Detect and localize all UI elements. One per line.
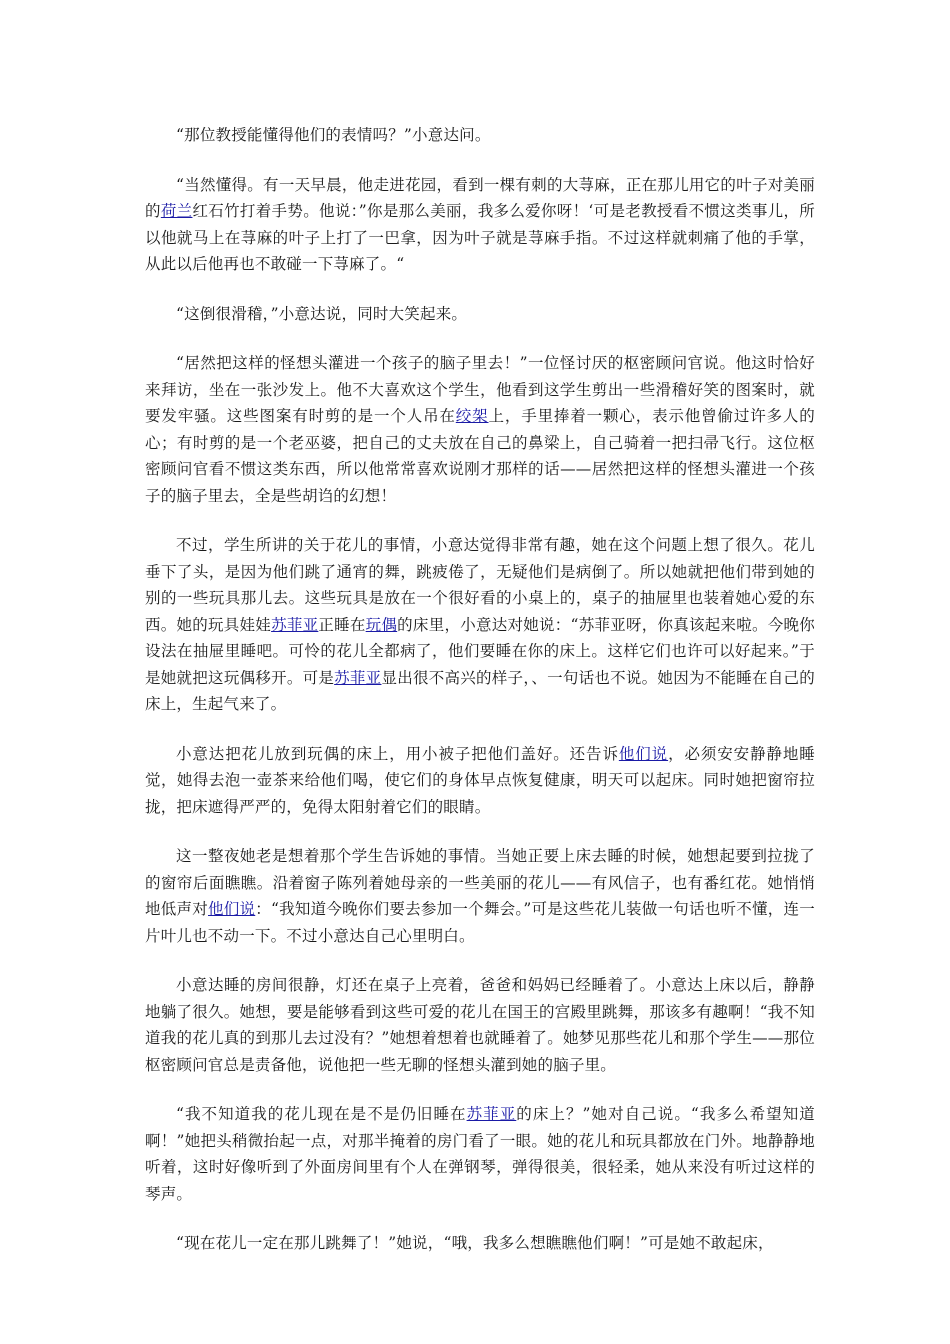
paragraph <box>145 122 815 149</box>
paragraph <box>145 1230 815 1257</box>
document-body <box>145 122 815 1280</box>
paragraph-text: ：“我知道今晚你们要去参加一个舞会。”可是这些花儿装做一句话也听不懂，连一片叶儿也不动一下。不过小意达自己心里明白。 <box>145 900 815 945</box>
paragraph-text: 正睡在 <box>318 615 366 634</box>
paragraph-text: “现在花儿一定在那儿跳舞了！”她说，“哦，我多么想瞧瞧他们啊！”可是她不敢起床， <box>176 1234 774 1252</box>
hyperlink[interactable]: 他们说 <box>618 744 669 763</box>
paragraph <box>145 172 815 278</box>
hyperlink[interactable]: 绞架 <box>455 407 489 425</box>
paragraph <box>145 972 815 1078</box>
paragraph-text: 小意达睡的房间很静，灯还在桌子上亮着，爸爸和妈妈已经睡着了。小意达上床以后，静静地躺了很久。她想，要是能够看到这些可爱的花儿在国王的宫殿里跳舞，那该多有趣啊！“我不知道我的花儿真的到那儿去过没有？”她想着想着也就睡着了。她梦见那些花儿和那个学生——那位枢密顾问官总是责备他，说他把一些无聊的怪想头灌到她的脑子里。 <box>145 976 815 1074</box>
paragraph-text: 的床里，小意达对她说：“苏菲亚呀，你真该起来啦。今晚你设法在抽屉里睡吧。可怜的花儿全都病了，他们要睡在你的床上。这样它们也许可以好起来。”于是她就把这玩偶移开。可是 <box>145 615 816 687</box>
paragraph-text: 上，手里捧着一颗心，表示他曾偷过许多人的心；有时剪的是一个老巫婆，把自己的丈夫放在自己的鼻梁上，自己骑着一把扫帚飞行。这位枢密顾问官看不惯这类东西，所以他常常喜欢说刚才那样的话——居然把这样的怪想头灌进一个孩子的脑子里去，全是些胡诌的幻想！ <box>145 407 815 505</box>
paragraph <box>145 1101 815 1207</box>
hyperlink[interactable]: 荷兰 <box>160 202 193 220</box>
paragraph <box>145 301 815 328</box>
paragraph-text: “当然懂得。有一天早晨，他走进花园，看到一棵有刺的大荨麻，正在那儿用它的叶子对美丽的 <box>145 175 815 220</box>
paragraph <box>145 532 815 718</box>
hyperlink[interactable]: 苏菲亚 <box>466 1105 517 1123</box>
paragraph-text: 显出很不高兴的样子，、一句话也不说。她因为不能睡在自己的床上，生起气来了。 <box>145 668 815 713</box>
paragraph-text: 不过，学生所讲的关于花儿的事情，小意达觉得非常有趣，她在这个问题上想了很久。花儿垂下了头，是因为他们跳了通宵的舞，跳疲倦了，无疑他们是病倒了。所以她就把他们带到她的别的一些玩具那儿去。这些玩具是放在一个很好看的小桌上的，桌子的抽屉里也装着她心爱的东西。她的玩具娃娃 <box>145 536 815 634</box>
paragraph-text: “那位教授能懂得他们的表情吗？”小意达问。 <box>176 126 491 144</box>
paragraph-text: ，必须安安静静地睡觉，她得去泡一壶茶来给他们喝，使它们的身体早点恢复健康，明天可以起床。同时她把窗帘拉拢，把床遮得严严的，免得太阳射着它们的眼睛。 <box>145 744 815 816</box>
paragraph-text: 小意达把花儿放到玩偶的床上，用小被子把他们盖好。还告诉 <box>176 744 619 763</box>
paragraph-text: “我不知道我的花儿现在是不是仍旧睡在 <box>176 1105 467 1123</box>
paragraph-text: 红石竹打着手势。他说：”你是那么美丽，我多么爱你呀！‘可是老教授看不惯这类事儿，所以他就马上在荨麻的叶子上打了一巴拿，因为叶子就是荨麻手指。不过这样就刺痛了他的手掌，从此以后他再也不敢碰一下荨麻了。“ <box>145 202 815 273</box>
paragraph-text: “居然把这样的怪想头灌进一个孩子的脑子里去！”一位怪讨厌的枢密顾问官说。他这时恰好来拜访，坐在一张沙发上。他不大喜欢这个学生，他看到这学生剪出一些滑稽好笑的图案时，就要发牢骚。这些图案有时剪的是一个人吊在 <box>145 354 815 425</box>
hyperlink[interactable]: 苏菲亚 <box>271 615 319 634</box>
paragraph <box>145 843 815 949</box>
paragraph-text: 的床上？”她对自己说。“我多么希望知道啊！”她把头稍微抬起一点，对那半掩着的房门看了一眼。她的花儿和玩具都放在门外。地静静地听着，这时好像听到了外面房间里有个人在弹钢琴，弹得很美，很轻柔，她从来没有听过这样的琴声。 <box>145 1105 816 1203</box>
paragraph <box>145 350 815 509</box>
hyperlink[interactable]: 他们说 <box>208 900 256 918</box>
hyperlink[interactable]: 苏菲亚 <box>334 668 382 687</box>
paragraph <box>145 741 815 821</box>
paragraph-text: “这倒很滑稽，”小意达说，同时大笑起来。 <box>176 304 468 323</box>
paragraph-text: 这一整夜她老是想着那个学生告诉她的事情。当她正要上床去睡的时候，她想起要到拉拢了的窗帘后面瞧瞧。沿着窗子陈列着她母亲的一些美丽的花儿——有风信子，也有番红花。她悄悄地低声对 <box>145 847 815 918</box>
hyperlink[interactable]: 玩偶 <box>365 615 398 634</box>
